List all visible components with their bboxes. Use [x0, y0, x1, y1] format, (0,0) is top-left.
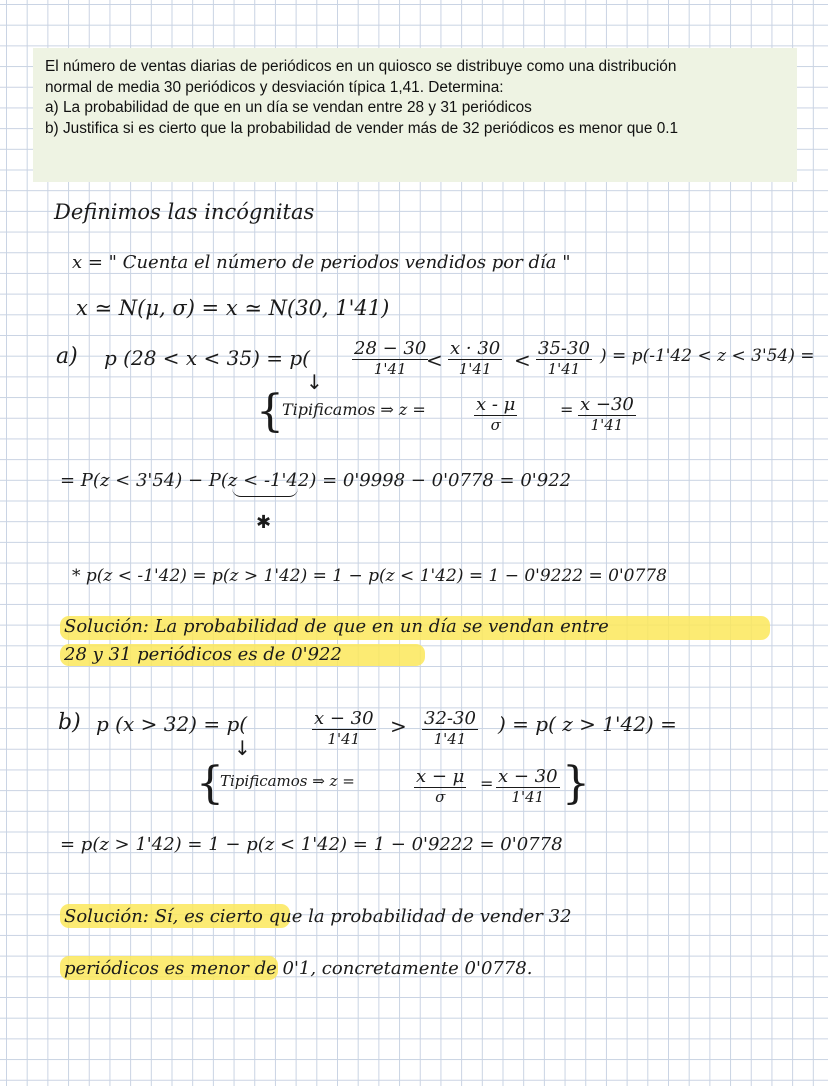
problem-line-3: a) La probabilidad de que en un día se vendan entre 28 y 31 periódicos [45, 99, 532, 116]
part-b-solution-line-1: Solución: Sí, es cierto que la probabilidad de vender 32 [64, 906, 572, 927]
part-b-fraction-1: x − 30 1'41 [314, 708, 374, 748]
part-b-tip-eq: = [480, 774, 494, 793]
part-a-lt-2: < [514, 348, 531, 372]
part-a-fraction-3: 35-30 1'41 [538, 338, 590, 378]
part-b-brace: { [196, 758, 224, 809]
part-b-gt: > [390, 714, 407, 738]
part-b-tip-fraction-2: x − 30 1'41 [498, 766, 558, 806]
variable-definition: x = " Cuenta el número de periodos vendidos por día " [72, 252, 571, 273]
part-b-solution-line-2: periódicos es menor de 0'1, concretamente 0'0778. [64, 958, 533, 979]
part-b-close-brace: } [562, 758, 590, 809]
part-a-tip-fraction-2: x −30 1'41 [580, 394, 634, 434]
part-a-down-arrow: ↓ [306, 370, 323, 394]
part-b-result-line: = p(z > 1'42) = 1 − p(z < 1'42) = 1 − 0'9222 = 0'0778 [60, 834, 563, 855]
problem-line-4: b) Justifica si es cierto que la probabilidad de vender más de 32 periódicos es menor que 0.1 [45, 119, 679, 137]
asterisk-icon: ✱ [256, 512, 272, 533]
part-a-tip-eq: = [560, 400, 574, 419]
distribution-line: x ≃ N(μ, σ) = x ≃ N(30, 1'41) [76, 296, 390, 320]
problem-line-1: El número de ventas diarias de periódicos en un quiosco se distribuye como una distribución [45, 58, 677, 75]
part-b-down-arrow: ↓ [234, 736, 251, 760]
part-a-fraction-1: 28 − 30 1'41 [354, 338, 427, 378]
problem-line-2: normal de media 30 periódicos y desviación típica 1,41. Determina: [45, 78, 504, 96]
part-a-tip-label: Tipificamos ⇒ z = [282, 400, 426, 419]
part-a-solution-line-2: 28 y 31 periódicos es de 0'922 [64, 644, 342, 665]
part-a-fraction-2: x · 30 1'41 [450, 338, 501, 378]
part-a-tip-fraction: x - μ σ [476, 394, 516, 434]
part-b-end: ) = p( z > 1'42) = [498, 712, 677, 736]
notes-heading: Definimos las incógnitas [54, 200, 315, 224]
part-b-fraction-2: 32-30 1'41 [424, 708, 476, 748]
part-a-lt-1: < [426, 348, 443, 372]
part-a-underbrace [232, 488, 298, 497]
problem-statement [33, 48, 797, 182]
part-a-end: ) = p(-1'42 < z < 3'54) = [600, 346, 815, 366]
part-b-start: p (x > 32) = p( [96, 712, 248, 736]
part-a-result-line: = P(z < 3'54) − P(z < -1'42) = 0'9998 − 0'0778 = 0'922 [60, 470, 572, 491]
part-b-tip-label: Tipificamos ⇒ z = [220, 772, 355, 790]
part-a-star-note: * p(z < -1'42) = p(z > 1'42) = 1 − p(z < 1'42) = 1 − 0'9222 = 0'0778 [72, 566, 667, 586]
part-b-label: b) [58, 710, 81, 735]
part-a-start: p (28 < x < 35) = p( [104, 346, 310, 370]
part-a-brace: { [256, 386, 284, 437]
part-a-solution-line-1: Solución: La probabilidad de que en un día se vendan entre [64, 616, 609, 637]
part-b-tip-fraction: x − μ σ [416, 766, 465, 806]
part-a-label: a) [56, 344, 78, 369]
